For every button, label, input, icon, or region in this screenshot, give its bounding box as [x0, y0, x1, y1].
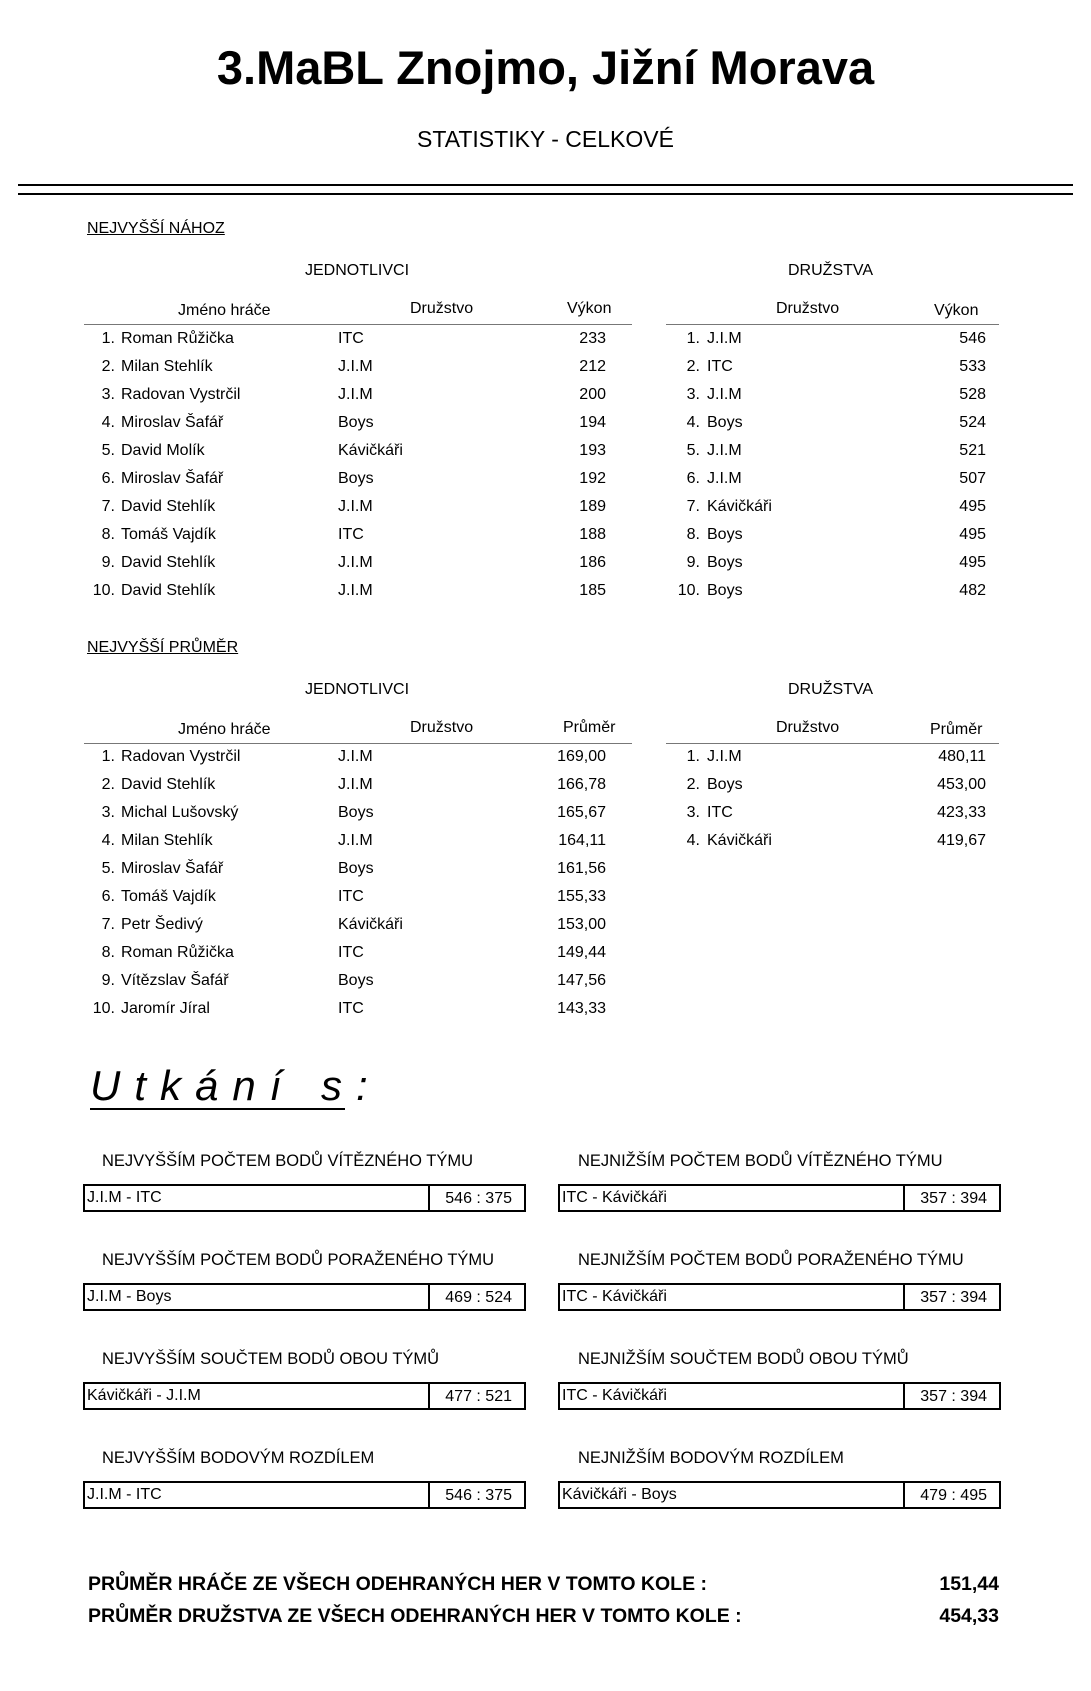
- match-score: 477 : 521: [445, 1388, 512, 1405]
- match-score: 546 : 375: [445, 1190, 512, 1207]
- match-box: [83, 1481, 526, 1509]
- team-cell: Boys: [338, 804, 374, 821]
- match-box: [558, 1283, 1001, 1311]
- table-row: [0, 549, 1091, 577]
- value-cell: 147,56: [557, 972, 606, 989]
- team-cell: ITC: [338, 526, 364, 543]
- table-row: [0, 771, 1091, 799]
- table-row: [0, 437, 1091, 465]
- value-cell: 165,67: [557, 804, 606, 821]
- box-title: NEJNIŽŠÍM SOUČTEM BODŮ OBOU TÝMŮ: [578, 1350, 909, 1368]
- table-row: [0, 353, 1091, 381]
- value-cell: 149,44: [557, 944, 606, 961]
- team-cell: J.I.M: [338, 582, 373, 599]
- table-row: [0, 493, 1091, 521]
- rank-cell: 1.: [686, 748, 700, 765]
- page-title: 3.MaBL Znojmo, Jižní Morava: [216, 41, 875, 94]
- header-divider: [18, 184, 1073, 195]
- value-cell: 164,11: [558, 832, 606, 849]
- team-cell: Kávičkáři: [707, 832, 772, 849]
- value-cell: 524: [959, 414, 986, 431]
- match-score: 357 : 394: [920, 1388, 987, 1405]
- value-cell: 192: [579, 470, 606, 487]
- rank-cell: 5.: [101, 860, 115, 877]
- value-cell: 419,67: [937, 832, 986, 849]
- value-cell: 188: [579, 526, 606, 543]
- player-name-cell: David Molík: [121, 442, 205, 459]
- rank-cell: 4.: [101, 832, 115, 849]
- matches-heading-underline: [90, 1108, 345, 1110]
- rank-cell: 8.: [686, 526, 700, 543]
- value-cell: 546: [959, 330, 986, 347]
- value-cell: 480,11: [938, 748, 986, 765]
- rank-cell: 1.: [686, 330, 700, 347]
- team-cell: J.I.M: [338, 498, 373, 515]
- col-header-team: Družstvo: [776, 719, 840, 736]
- team-cell: J.I.M: [338, 776, 373, 793]
- value-cell: 155,33: [557, 888, 606, 905]
- match-teams: J.I.M - ITC: [87, 1486, 162, 1503]
- team-cell: Boys: [707, 582, 743, 599]
- rank-cell: 4.: [686, 832, 700, 849]
- match-score: 357 : 394: [920, 1190, 987, 1207]
- match-teams: ITC - Kávičkáři: [562, 1387, 667, 1404]
- team-cell: ITC: [338, 888, 364, 905]
- player-average-value: 151,44: [939, 1573, 999, 1595]
- value-cell: 453,00: [937, 776, 986, 793]
- rank-cell: 5.: [101, 442, 115, 459]
- team-cell: Boys: [338, 972, 374, 989]
- player-name-cell: Roman Růžička: [121, 944, 234, 961]
- player-name-cell: Tomáš Vajdík: [121, 526, 216, 543]
- player-name-cell: Michal Lušovský: [121, 804, 239, 821]
- box-title: NEJVYŠŠÍM BODOVÝM ROZDÍLEM: [102, 1449, 375, 1467]
- rank-cell: 7.: [686, 498, 700, 515]
- team-cell: ITC: [707, 358, 733, 375]
- team-cell: Kávičkáři: [338, 442, 403, 459]
- table-row: [0, 521, 1091, 549]
- teams-title: DRUŽSTVA: [788, 262, 874, 279]
- team-cell: ITC: [338, 330, 364, 347]
- rank-cell: 6.: [101, 470, 115, 487]
- page-subtitle: STATISTIKY - CELKOVÉ: [417, 126, 674, 152]
- team-cell: ITC: [707, 804, 733, 821]
- value-cell: 161,56: [557, 860, 606, 877]
- rank-cell: 6.: [101, 888, 115, 905]
- value-cell: 194: [579, 414, 606, 431]
- player-name-cell: David Stehlík: [121, 582, 216, 599]
- team-cell: Boys: [338, 470, 374, 487]
- match-box: [83, 1184, 526, 1212]
- player-average-label: PRŮMĚR HRÁČE ZE VŠECH ODEHRANÝCH HER V TOMTO KOLE :: [88, 1573, 707, 1595]
- table-row: [0, 381, 1091, 409]
- table-row: [0, 577, 1091, 605]
- rank-cell: 10.: [677, 582, 700, 599]
- team-cell: J.I.M: [707, 330, 742, 347]
- box-title: NEJNIŽŠÍM POČTEM BODŮ VÍTĚZNÉHO TÝMU: [578, 1152, 943, 1170]
- match-teams: ITC - Kávičkáři: [562, 1288, 667, 1305]
- rank-cell: 10.: [92, 1000, 115, 1017]
- value-cell: 200: [579, 386, 606, 403]
- player-name-cell: Petr Šedivý: [121, 916, 203, 933]
- value-cell: 189: [579, 498, 606, 515]
- rank-cell: 1.: [101, 748, 115, 765]
- team-average-label: PRŮMĚR DRUŽSTVA ZE VŠECH ODEHRANÝCH HER V TOMTO KOLE :: [88, 1605, 742, 1627]
- rank-cell: 3.: [686, 804, 700, 821]
- section-title-prumer: NEJVYŠŠÍ PRŮMĚR: [87, 639, 239, 656]
- col-header-value: Výkon: [567, 300, 612, 317]
- value-cell: 423,33: [937, 804, 986, 821]
- team-cell: Kávičkáři: [338, 916, 403, 933]
- match-box: [558, 1382, 1001, 1410]
- player-name-cell: Milan Stehlík: [121, 832, 213, 849]
- value-cell: 143,33: [557, 1000, 606, 1017]
- rank-cell: 9.: [686, 554, 700, 571]
- value-cell: 528: [959, 386, 986, 403]
- player-name-cell: Miroslav Šafář: [121, 860, 224, 877]
- value-cell: 233: [579, 330, 606, 347]
- team-cell: Boys: [707, 414, 743, 431]
- value-cell: 166,78: [557, 776, 606, 793]
- value-cell: 495: [959, 526, 986, 543]
- match-score: 469 : 524: [445, 1289, 512, 1306]
- team-cell: J.I.M: [707, 386, 742, 403]
- rank-cell: 8.: [101, 526, 115, 543]
- rank-cell: 7.: [101, 916, 115, 933]
- player-name-cell: Miroslav Šafář: [121, 470, 224, 487]
- col-header-name: Jméno hráče: [178, 302, 271, 319]
- rank-cell: 2.: [686, 776, 700, 793]
- player-name-cell: Radovan Vystrčil: [121, 386, 241, 403]
- table-row: [0, 799, 1091, 827]
- value-cell: 186: [579, 554, 606, 571]
- match-teams: J.I.M - ITC: [87, 1189, 162, 1206]
- team-cell: J.I.M: [338, 832, 373, 849]
- rank-cell: 3.: [686, 386, 700, 403]
- section-title-nahoz: NEJVYŠŠÍ NÁHOZ: [87, 220, 225, 237]
- table-row: [0, 465, 1091, 493]
- team-cell: J.I.M: [338, 358, 373, 375]
- col-header-value: Výkon: [934, 302, 979, 319]
- match-box: [83, 1382, 526, 1410]
- rank-cell: 3.: [101, 804, 115, 821]
- col-header-value: Průměr: [563, 719, 616, 736]
- value-cell: 495: [959, 498, 986, 515]
- rank-cell: 1.: [101, 330, 115, 347]
- team-cell: ITC: [338, 1000, 364, 1017]
- individuals-title: JEDNOTLIVCI: [305, 262, 410, 279]
- player-name-cell: Vítězslav Šafář: [121, 972, 229, 989]
- match-score: 479 : 495: [920, 1487, 987, 1504]
- team-average-value: 454,33: [939, 1605, 999, 1627]
- table-row: [0, 409, 1091, 437]
- rank-cell: 4.: [686, 414, 700, 431]
- team-cell: Boys: [338, 414, 374, 431]
- rank-cell: 6.: [686, 470, 700, 487]
- value-cell: 185: [579, 582, 606, 599]
- rank-cell: 9.: [101, 972, 115, 989]
- value-cell: 193: [579, 442, 606, 459]
- value-cell: 521: [959, 442, 986, 459]
- table-row: [0, 855, 1091, 883]
- match-teams: Kávičkáři - Boys: [562, 1486, 677, 1503]
- rank-cell: 9.: [101, 554, 115, 571]
- rank-cell: 7.: [101, 498, 115, 515]
- value-cell: 482: [959, 582, 986, 599]
- col-header-team: Družstvo: [410, 300, 474, 317]
- teams-title: DRUŽSTVA: [788, 681, 874, 698]
- team-cell: J.I.M: [707, 748, 742, 765]
- individuals-title: JEDNOTLIVCI: [305, 681, 410, 698]
- match-teams: ITC - Kávičkáři: [562, 1189, 667, 1206]
- rank-cell: 8.: [101, 944, 115, 961]
- player-name-cell: Jaromír Jíral: [121, 1000, 210, 1017]
- player-name-cell: Miroslav Šafář: [121, 414, 224, 431]
- match-teams: Kávičkáři - J.I.M: [87, 1387, 201, 1404]
- box-title: NEJVYŠŠÍM POČTEM BODŮ VÍTĚZNÉHO TÝMU: [102, 1152, 473, 1170]
- table-row: [0, 883, 1091, 911]
- team-cell: Kávičkáři: [707, 498, 772, 515]
- table-row: [0, 911, 1091, 939]
- rank-cell: 4.: [101, 414, 115, 431]
- col-header-team: Družstvo: [776, 300, 840, 317]
- rank-cell: 2.: [101, 358, 115, 375]
- match-score: 546 : 375: [445, 1487, 512, 1504]
- player-name-cell: Milan Stehlík: [121, 358, 213, 375]
- team-cell: Boys: [707, 776, 743, 793]
- table-row: [0, 827, 1091, 855]
- value-cell: 533: [959, 358, 986, 375]
- table-row: [0, 967, 1091, 995]
- rank-cell: 5.: [686, 442, 700, 459]
- player-name-cell: David Stehlík: [121, 776, 216, 793]
- rank-cell: 2.: [101, 776, 115, 793]
- table-row: [0, 743, 1091, 771]
- player-name-cell: Roman Růžička: [121, 330, 234, 347]
- team-cell: Boys: [707, 526, 743, 543]
- match-box: [558, 1184, 1001, 1212]
- rank-cell: 3.: [101, 386, 115, 403]
- player-name-cell: Radovan Vystrčil: [121, 748, 241, 765]
- team-cell: J.I.M: [707, 470, 742, 487]
- team-cell: ITC: [338, 944, 364, 961]
- team-cell: Boys: [707, 554, 743, 571]
- box-title: NEJVYŠŠÍM POČTEM BODŮ PORAŽENÉHO TÝMU: [102, 1251, 495, 1269]
- rank-cell: 2.: [686, 358, 700, 375]
- match-box: [558, 1481, 1001, 1509]
- table-row: [0, 325, 1091, 353]
- match-teams: J.I.M - Boys: [87, 1288, 172, 1305]
- player-name-cell: David Stehlík: [121, 498, 216, 515]
- rank-cell: 10.: [92, 582, 115, 599]
- box-title: NEJVYŠŠÍM SOUČTEM BODŮ OBOU TÝMŮ: [102, 1350, 440, 1368]
- value-cell: 169,00: [557, 748, 606, 765]
- col-header-team: Družstvo: [410, 719, 474, 736]
- box-title: NEJNIŽŠÍM POČTEM BODŮ PORAŽENÉHO TÝMU: [578, 1251, 964, 1269]
- player-name-cell: David Stehlík: [121, 554, 216, 571]
- table-row: [0, 939, 1091, 967]
- value-cell: 507: [959, 470, 986, 487]
- team-cell: J.I.M: [338, 386, 373, 403]
- team-cell: J.I.M: [338, 748, 373, 765]
- value-cell: 153,00: [557, 916, 606, 933]
- match-box: [83, 1283, 526, 1311]
- team-cell: J.I.M: [707, 442, 742, 459]
- match-score: 357 : 394: [920, 1289, 987, 1306]
- value-cell: 212: [579, 358, 606, 375]
- col-header-name: Jméno hráče: [178, 721, 271, 738]
- matches-heading: Utkání s:: [90, 1062, 382, 1109]
- team-cell: J.I.M: [338, 554, 373, 571]
- table-row: [0, 995, 1091, 1023]
- player-name-cell: Tomáš Vajdík: [121, 888, 216, 905]
- value-cell: 495: [959, 554, 986, 571]
- team-cell: Boys: [338, 860, 374, 877]
- col-header-value: Průměr: [930, 721, 983, 738]
- box-title: NEJNIŽŠÍM BODOVÝM ROZDÍLEM: [578, 1449, 844, 1467]
